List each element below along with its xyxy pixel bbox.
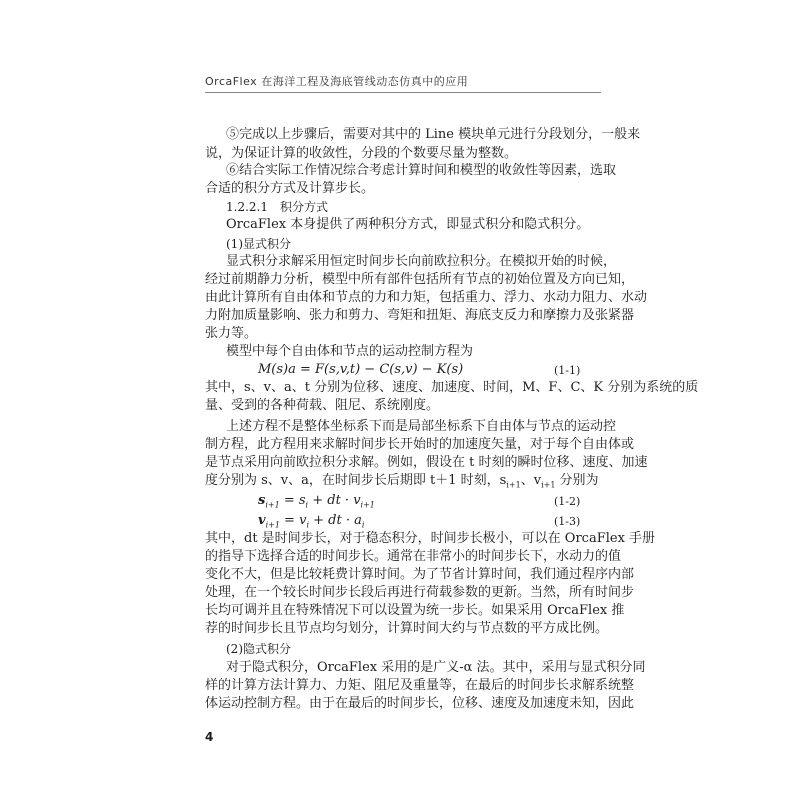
equation-1-1: M(s)a = F(s,v,t) − C(s,v) − K(s) [258, 362, 464, 377]
line-text: 分别为 [555, 473, 599, 488]
subscript: i+1 [265, 500, 280, 510]
paragraph-line: 模型中每个自由体和节点的运动控制方程为 [226, 344, 474, 359]
equation-1-2 [258, 493, 375, 514]
paragraph-line: ⑥结合实际工作情况综合考虑计算时间和模型的收敛性等因素，选取 [226, 163, 617, 178]
equation-number: (1-3) [554, 515, 581, 528]
paragraph-line: 力附加质量影响、张力和剪力、弯矩和扭矩、海底支反力和摩擦力及张紧器 [205, 308, 635, 323]
paragraph-line: 变化不大，但是比较耗费计算时间。为了节省计算时间，我们通过程序内部 [205, 567, 635, 582]
eq-symbol: v [258, 513, 266, 528]
paragraph-line: 上述方程不是整体坐标系下而是局部坐标系下自由体与节点的运动控 [226, 419, 617, 434]
eq-part: + dt · v [308, 493, 361, 508]
subsection-heading: (1)显式积分 [226, 237, 291, 251]
paragraph-line: 量、受到的各种荷载、阻尼、系统刚度。 [205, 398, 440, 413]
paragraph-line: 由此计算所有自由体和节点的力和力矩，包括重力、浮力、水动力阻力、水动 [205, 290, 648, 305]
paragraph-line: 体运动控制方程。由于在最后的时间步长，位移、速度及加速度未知，因此 [205, 696, 635, 711]
equation-number: (1-2) [554, 495, 581, 508]
paragraph-line: 其中，s、v、a、t 分别为位移、速度、加速度、时间，M、F、C、K 分别为系统的质 [205, 380, 699, 395]
paragraph-line: 对于隐式积分，OrcaFlex 采用的是广义-α 法。其中，采用与显式积分同 [226, 660, 646, 675]
running-header: OrcaFlex 在海洋工程及海底管线动态仿真中的应用 [205, 75, 469, 88]
paragraph-line: 的指导下选择合适的时间步长。通常在非常小的时间步长下，水动力的值 [205, 549, 622, 564]
paragraph-line: 合适的积分方式及计算步长。 [205, 181, 375, 196]
subscript: i+1 [541, 480, 556, 490]
paragraph-line: ⑤完成以上步骤后，需要对其中的 Line 模块单元进行分段划分，一般来 [226, 127, 641, 142]
paragraph-line [205, 473, 599, 494]
subsection-heading: (2)隐式积分 [226, 642, 291, 656]
subscript: i [305, 500, 309, 510]
paragraph-line: 经过前期静力分析，模型中所有部件包括所有节点的初始位置及方向已知， [205, 272, 635, 287]
paragraph-line: 说，为保证计算的收敛性，分段的个数要尽量为整数。 [205, 146, 518, 161]
eq-part: = v [279, 513, 307, 528]
paragraph-line: 是节点采用向前欧拉积分求解。例如，假设在 t 时刻的瞬时位移、速度、加速 [205, 455, 648, 470]
equation-number: (1-1) [554, 364, 581, 377]
subscript: i+1 [506, 480, 521, 490]
subscript: i [361, 520, 365, 530]
paragraph-line: 其中，dt 是时间步长，对于稳态积分，时间步长极小，可以在 OrcaFlex 手册 [205, 531, 656, 546]
subscript: i [306, 520, 309, 530]
paragraph-line: 制方程，此方程用来求解时间步长开始时的加速度矢量，对于每个自由体或 [205, 437, 635, 452]
subscript: i+1 [360, 500, 375, 510]
page-number: 4 [205, 730, 214, 744]
subscript: i+1 [265, 520, 280, 530]
eq-part: = s [279, 493, 306, 508]
paragraph-line: 长均可调并且在特殊情况下可以设置为统一步长。如果采用 OrcaFlex 推 [205, 603, 625, 618]
paragraph-line: 样的计算方法计算力、力矩、阻尼及重量等，在最后的时间步长求解系统整 [205, 678, 635, 693]
header-rule [205, 92, 601, 93]
eq-symbol: s [258, 493, 266, 508]
paragraph-line: 处理，在一个较长时间步长段后再进行荷载参数的更新。当然，所有时间步 [205, 585, 635, 600]
line-text: 度分别为 s、v、a，在时间步长后期即 t＋1 时刻，s [205, 473, 507, 488]
line-text: 、v [520, 473, 542, 488]
paragraph-line: OrcaFlex 本身提供了两种积分方式，即显式积分和隐式积分。 [226, 217, 590, 232]
eq-part: + dt · a [309, 513, 362, 528]
paragraph-line: 张力等。 [205, 326, 258, 341]
paragraph-line: 显式积分求解采用恒定时间步长向前欧拉积分。在模拟开始的时候， [226, 254, 617, 269]
paragraph-line: 荐的时间步长且节点均匀划分，计算时间大约与节点数的平方成比例。 [205, 621, 609, 636]
section-heading: 1.2.2.1 积分方式 [226, 200, 328, 214]
